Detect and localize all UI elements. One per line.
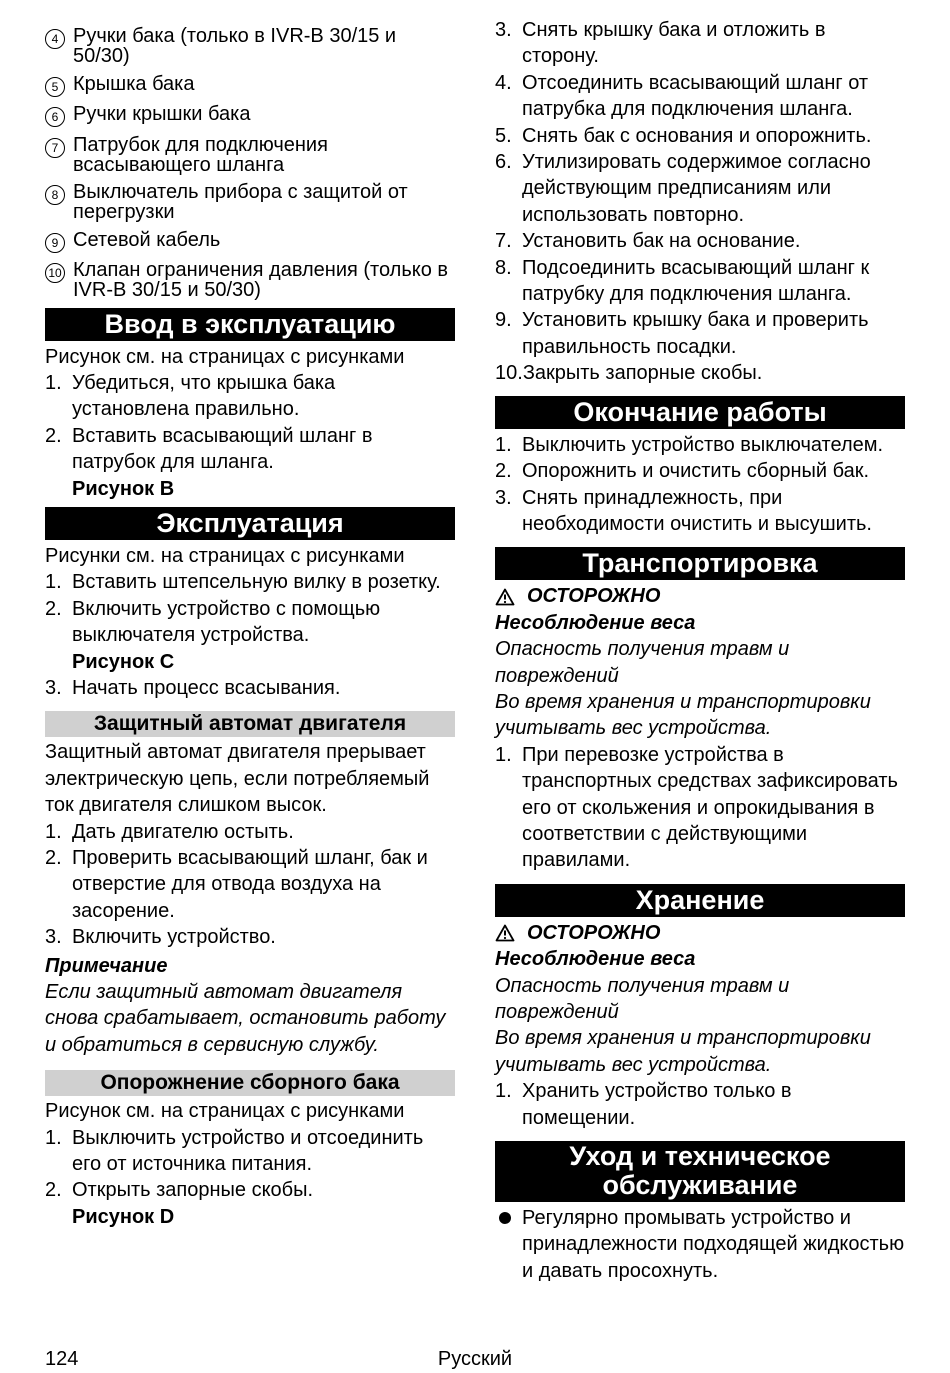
legend-text: Патрубок для подключения всасывающего шланга	[73, 133, 328, 176]
legend-item	[45, 74, 455, 97]
step-item	[45, 1125, 455, 1178]
bullet-dot-icon	[495, 1205, 522, 1284]
step-text: Убедиться, что крышка бака установлена правильно.	[72, 371, 336, 421]
step-number: 10.	[495, 362, 523, 385]
section-intro: Рисунки см. на страницах с рисунками	[45, 544, 405, 567]
step-item	[495, 742, 905, 874]
step-text: Снять бак с основания и опорожнить.	[522, 124, 872, 147]
figure-reference: Рисунок B	[72, 477, 175, 500]
step-item	[45, 924, 455, 950]
right-column	[495, 17, 905, 1284]
note-title: Примечание	[45, 954, 168, 977]
page-number: 124	[45, 1348, 79, 1370]
step-item	[495, 228, 905, 254]
legend-text: Выключатель прибора с защитой от перегрузки	[73, 181, 408, 223]
step-number: 1.	[495, 433, 512, 456]
step-text: Выключить устройство и отсоединить его от источника питания.	[72, 1126, 424, 1176]
warning-text: ОСТОРОЖНО	[527, 921, 661, 944]
note-text: Если защитный автомат двигателя снова срабатывает, остановить работу и обратиться в сервисную службу.	[45, 981, 446, 1056]
step-text: Установить бак на основание.	[522, 230, 801, 253]
legend-text: Ручки бака (только в IVR-B 30/15 и 50/30)	[73, 25, 397, 67]
step-text: Проверить всасывающий шланг, бак и отверстие для отвода воздуха на засорение.	[72, 847, 428, 922]
step-text: Начать процесс всасывания.	[72, 676, 341, 699]
step-item	[495, 458, 905, 484]
heading-line: Уход и техническое	[569, 1141, 831, 1172]
bullet-item	[495, 1205, 905, 1284]
step-item	[495, 360, 905, 386]
step-number: 1.	[45, 371, 62, 394]
step-text: Вставить штепсельную вилку в розетку.	[72, 571, 441, 594]
warning-text: ОСТОРОЖНО	[527, 585, 661, 608]
warning-line: Во время хранения и транспортировки учитывать вес устройства.	[495, 690, 871, 740]
number-circle-icon: 10	[45, 263, 65, 283]
bullet-text: Регулярно промывать устройство и принадлежности подходящей жидкостью и давать просохнуть.	[522, 1207, 905, 1282]
legend-text: Ручки крышки бака	[73, 103, 251, 125]
legend-item	[45, 104, 455, 127]
section-heading-operation: Эксплуатация	[45, 507, 455, 540]
step-item	[495, 17, 905, 70]
section-heading-commissioning: Ввод в эксплуатацию	[45, 308, 455, 341]
step-item	[495, 255, 905, 308]
legend-text: Крышка бака	[73, 72, 195, 95]
step-number: 4.	[495, 71, 512, 94]
step-number: 9.	[495, 309, 512, 332]
step-number: 2.	[45, 424, 62, 447]
step-item	[495, 1078, 905, 1131]
step-item	[45, 1177, 455, 1203]
warning-label	[495, 583, 905, 609]
warning-label	[495, 920, 905, 946]
subsection-heading-emptying: Опорожнение сборного бака	[45, 1070, 455, 1096]
step-number: 2.	[45, 597, 62, 620]
section-heading-shutdown: Окончание работы	[495, 396, 905, 429]
step-number: 3.	[45, 676, 62, 699]
step-text: Выключить устройство выключателем.	[522, 433, 884, 456]
legend-item	[45, 26, 455, 66]
step-number: 3.	[45, 926, 62, 949]
step-text: Снять принадлежность, при необходимости очистить и высушить.	[522, 486, 872, 535]
warning-triangle-icon	[495, 588, 515, 606]
step-text: Установить крышку бака и проверить правильность посадки.	[522, 309, 869, 358]
step-text: Хранить устройство только в помещении.	[522, 1080, 792, 1129]
step-text: Открыть запорные скобы.	[72, 1179, 314, 1202]
step-item	[495, 149, 905, 228]
step-number: 1.	[45, 820, 62, 843]
section-heading-transport: Транспортировка	[495, 547, 905, 580]
step-number: 1.	[495, 1080, 512, 1103]
step-number: 2.	[495, 460, 512, 483]
step-item	[45, 423, 455, 476]
legend-text: Клапан ограничения давления (только в IVR-B 30/15 и 50/30)	[73, 259, 449, 301]
figure-reference: Рисунок D	[72, 1205, 175, 1228]
step-item	[45, 845, 455, 924]
heading-line: обслуживание	[602, 1170, 798, 1201]
step-text: Включить устройство с помощью выключателя устройства.	[72, 597, 381, 647]
step-item	[45, 596, 455, 649]
legend-item	[45, 182, 455, 222]
step-text: При перевозке устройства в транспортных средствах зафиксировать его от скольжения и опрокидывания в соответствии с действующими правилами.	[522, 743, 898, 872]
step-text: Дать двигателю остыть.	[72, 820, 294, 843]
warning-title: Несоблюдение веса	[495, 611, 696, 634]
legend-item	[45, 230, 455, 253]
step-text: Включить устройство.	[72, 926, 276, 949]
footer-language: Русский	[437, 1348, 513, 1370]
section-heading-storage: Хранение	[495, 884, 905, 917]
legend-item	[45, 260, 455, 300]
section-intro: Рисунок см. на страницах с рисунками	[45, 345, 405, 368]
left-column	[45, 26, 455, 1230]
warning-line: Опасность получения травм и повреждений	[495, 974, 790, 1023]
step-item	[45, 370, 455, 423]
step-item	[495, 123, 905, 149]
number-circle-icon: 6	[45, 107, 65, 127]
step-text: Отсоединить всасывающий шланг от патрубка для подключения шланга.	[522, 71, 869, 121]
warning-triangle-icon	[495, 924, 515, 942]
step-number: 2.	[45, 847, 62, 869]
section-heading-maintenance	[495, 1141, 905, 1202]
step-item	[45, 569, 455, 595]
warning-title: Несоблюдение веса	[495, 948, 696, 971]
step-item	[45, 819, 455, 845]
step-item	[495, 70, 905, 123]
warning-line: Во время хранения и транспортировки учитывать вес устройства.	[495, 1027, 871, 1076]
step-number: 7.	[495, 230, 512, 253]
paragraph: Защитный автомат двигателя прерывает электрическую цепь, если потребляемый ток двигателя слишком высок.	[45, 741, 430, 817]
step-number: 3.	[495, 19, 512, 41]
step-text: Утилизировать содержимое согласно действующим предписаниям или использовать повторно.	[522, 151, 871, 226]
number-circle-icon: 5	[45, 77, 65, 97]
subsection-heading-motor-protection: Защитный автомат двигателя	[45, 711, 455, 737]
step-number: 8.	[495, 256, 512, 279]
legend-item	[45, 135, 455, 175]
legend-text: Сетевой кабель	[73, 228, 221, 251]
step-number: 1.	[495, 743, 512, 766]
step-text: Снять крышку бака и отложить в сторону.	[522, 19, 826, 68]
step-text: Закрыть запорные скобы.	[522, 362, 763, 385]
figure-reference: Рисунок C	[72, 650, 175, 673]
step-number: 3.	[495, 486, 512, 509]
step-item	[495, 432, 905, 458]
step-number: 1.	[45, 1126, 62, 1149]
step-text: Вставить всасывающий шланг в патрубок для шланга.	[72, 424, 373, 474]
number-circle-icon: 4	[45, 29, 65, 49]
step-item	[495, 307, 905, 360]
section-intro: Рисунок см. на страницах с рисунками	[45, 1100, 405, 1123]
step-text: Подсоединить всасывающий шланг к патрубку для подключения шланга.	[522, 256, 870, 306]
warning-line: Опасность получения травм и повреждений	[495, 638, 790, 687]
number-circle-icon: 8	[45, 185, 65, 205]
number-circle-icon: 9	[45, 233, 65, 253]
step-number: 5.	[495, 124, 512, 147]
step-item	[45, 675, 455, 701]
step-number: 1.	[45, 571, 62, 594]
step-text: Опорожнить и очистить сборный бак.	[522, 460, 870, 483]
step-number: 2.	[45, 1179, 62, 1202]
step-item	[495, 485, 905, 538]
number-circle-icon: 7	[45, 138, 65, 158]
step-number: 6.	[495, 151, 512, 174]
